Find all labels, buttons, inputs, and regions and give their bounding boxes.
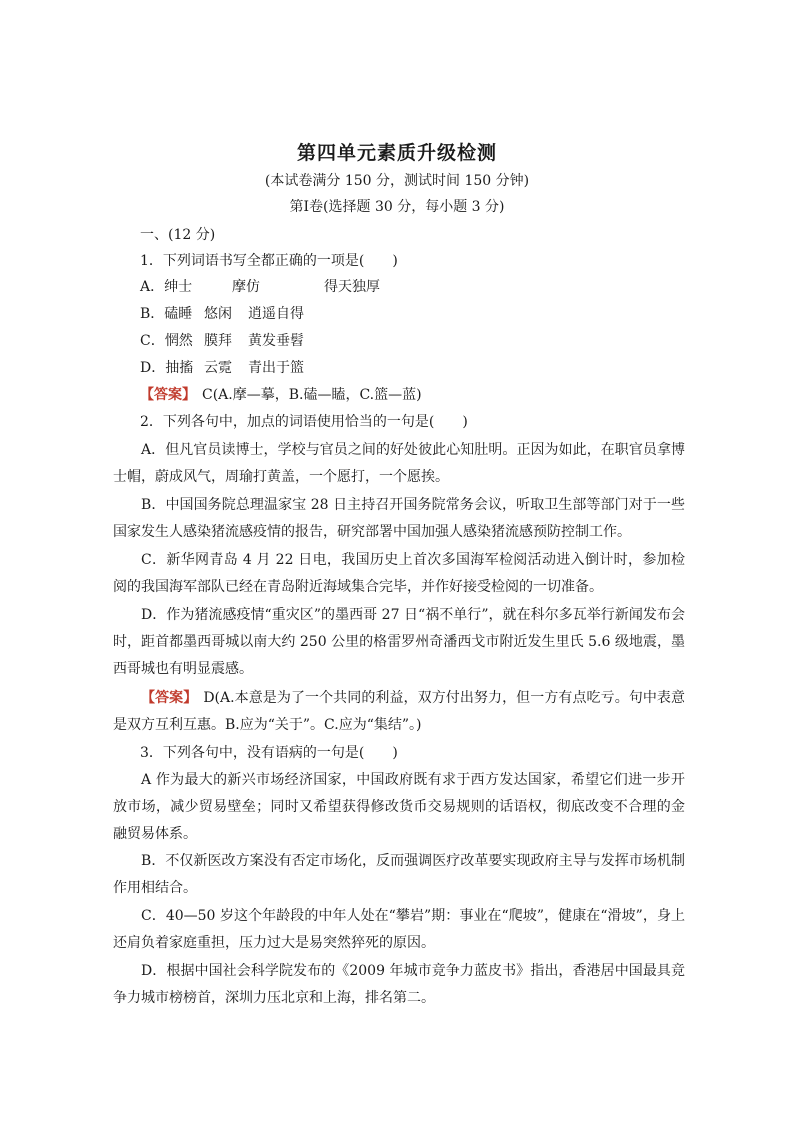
q2-option-b: B．中国国务院总理温家宝 28 日主持召开国务院常务会议，听取卫生部等部门对于一些国家发生人感染猪流感疫情的报告，研究部署中国加强人感染猪流感预防控制工作。 xyxy=(113,497,685,540)
q2-option-c: C．新华网青岛 4 月 22 日电，我国历史上首次多国海军检阅活动进入倒计时，参加检阅的我国海军部队已经在青岛附近海域集合完毕，并作好接受检阅的一切准备。 xyxy=(113,552,685,595)
document-title: 第四单元素质升级检测 xyxy=(296,142,497,164)
q2-option-a: A．但凡官员读博士，学校与官员之间的好处彼此心知肚明。正因为如此，在职官员拿博士帽，蔚成风气，周瑜打黄盖，一个愿打，一个愿挨。 xyxy=(113,442,685,485)
q3-option-c: C．40—50 岁这个年龄段的中年人处在“攀岩”期：事业在“爬坡”，健康在“滑坡”，身上还肩负着家庭重担，压力过大是易突然猝死的原因。 xyxy=(113,908,685,951)
q2-option-d: D．作为猪流感疫情“重灾区”的墨西哥 27 日“祸不单行”，就在科尔多瓦举行新闻发布会时，距首都墨西哥城以南大约 250 公里的格雷罗州奇潘西戈市附近发生里氏 5.6 级地震，墨西哥城也有明显震感。 xyxy=(113,607,685,677)
option-c-word1: C．惘然 xyxy=(140,333,193,349)
answer-tag: 【答案】 xyxy=(140,387,196,403)
option-b-word3: 逍遥自得 xyxy=(248,306,304,322)
q3-option-d: D．根据中国社会科学院发布的《2009 年城市竞争力蓝皮书》指出，香港居中国最具竞争力城市榜榜首，深圳力压北京和上海，排名第二。 xyxy=(113,963,685,1006)
q2-answer xyxy=(113,685,685,739)
answer-text: C(A.摩—摹，B.磕—瞌，C.篮—蓝) xyxy=(202,387,422,403)
option-d-word2: 云霓 xyxy=(204,360,232,376)
option-b-word2: 悠闲 xyxy=(204,306,232,322)
q3-option-b: B．不仅新医改方案没有否定市场化，反而强调医疗改革要实现政府主导与发挥市场机制作用相结合。 xyxy=(113,853,685,896)
q1-option-a xyxy=(140,274,685,300)
q1-option-b xyxy=(140,301,685,327)
q1-answer xyxy=(140,382,685,408)
part-heading: 第Ⅰ卷(选择题 30 分，每小题 3 分) xyxy=(289,199,505,215)
option-a-word1: A．绅士 xyxy=(140,279,193,295)
exam-note: (本试卷满分 150 分，测试时间 150 分钟) xyxy=(264,173,530,189)
q1-option-c xyxy=(140,328,685,354)
option-b-word1: B．磕睡 xyxy=(140,306,193,322)
answer-tag: 【答案】 xyxy=(141,690,198,706)
option-c-word3: 黄发垂髫 xyxy=(248,333,304,349)
q3-option-a: A 作为最大的新兴市场经济国家，中国政府既有求于西方发达国家，希望它们进一步开放市场，减少贸易壁垒；同时又希望获得修改货币交易规则的话语权，彻底改变不合理的金融贸易体系。 xyxy=(113,772,685,842)
option-c-word2: 膜拜 xyxy=(204,333,232,349)
section-heading: 一、(12 分) xyxy=(140,227,216,243)
q1-option-d xyxy=(140,355,685,381)
q2-stem: 2．下列各句中，加点的词语使用恰当的一句是( ) xyxy=(140,414,468,430)
q3-stem: 3．下列各句中，没有语病的一句是( ) xyxy=(140,745,398,761)
option-d-word3: 青出于篮 xyxy=(248,360,304,376)
option-d-word1: D．抽搐 xyxy=(140,360,194,376)
option-a-word3: 得天独厚 xyxy=(324,279,380,295)
option-a-word2: 摩仿 xyxy=(232,279,260,295)
answer-text: D(A.本意是为了一个共同的利益，双方付出努力，但一方有点吃亏。句中表意是双方互利互惠。B.应为“关于”。C.应为“集结”。) xyxy=(113,690,686,733)
q1-stem: 1．下列词语书写全都正确的一项是( ) xyxy=(140,253,398,269)
